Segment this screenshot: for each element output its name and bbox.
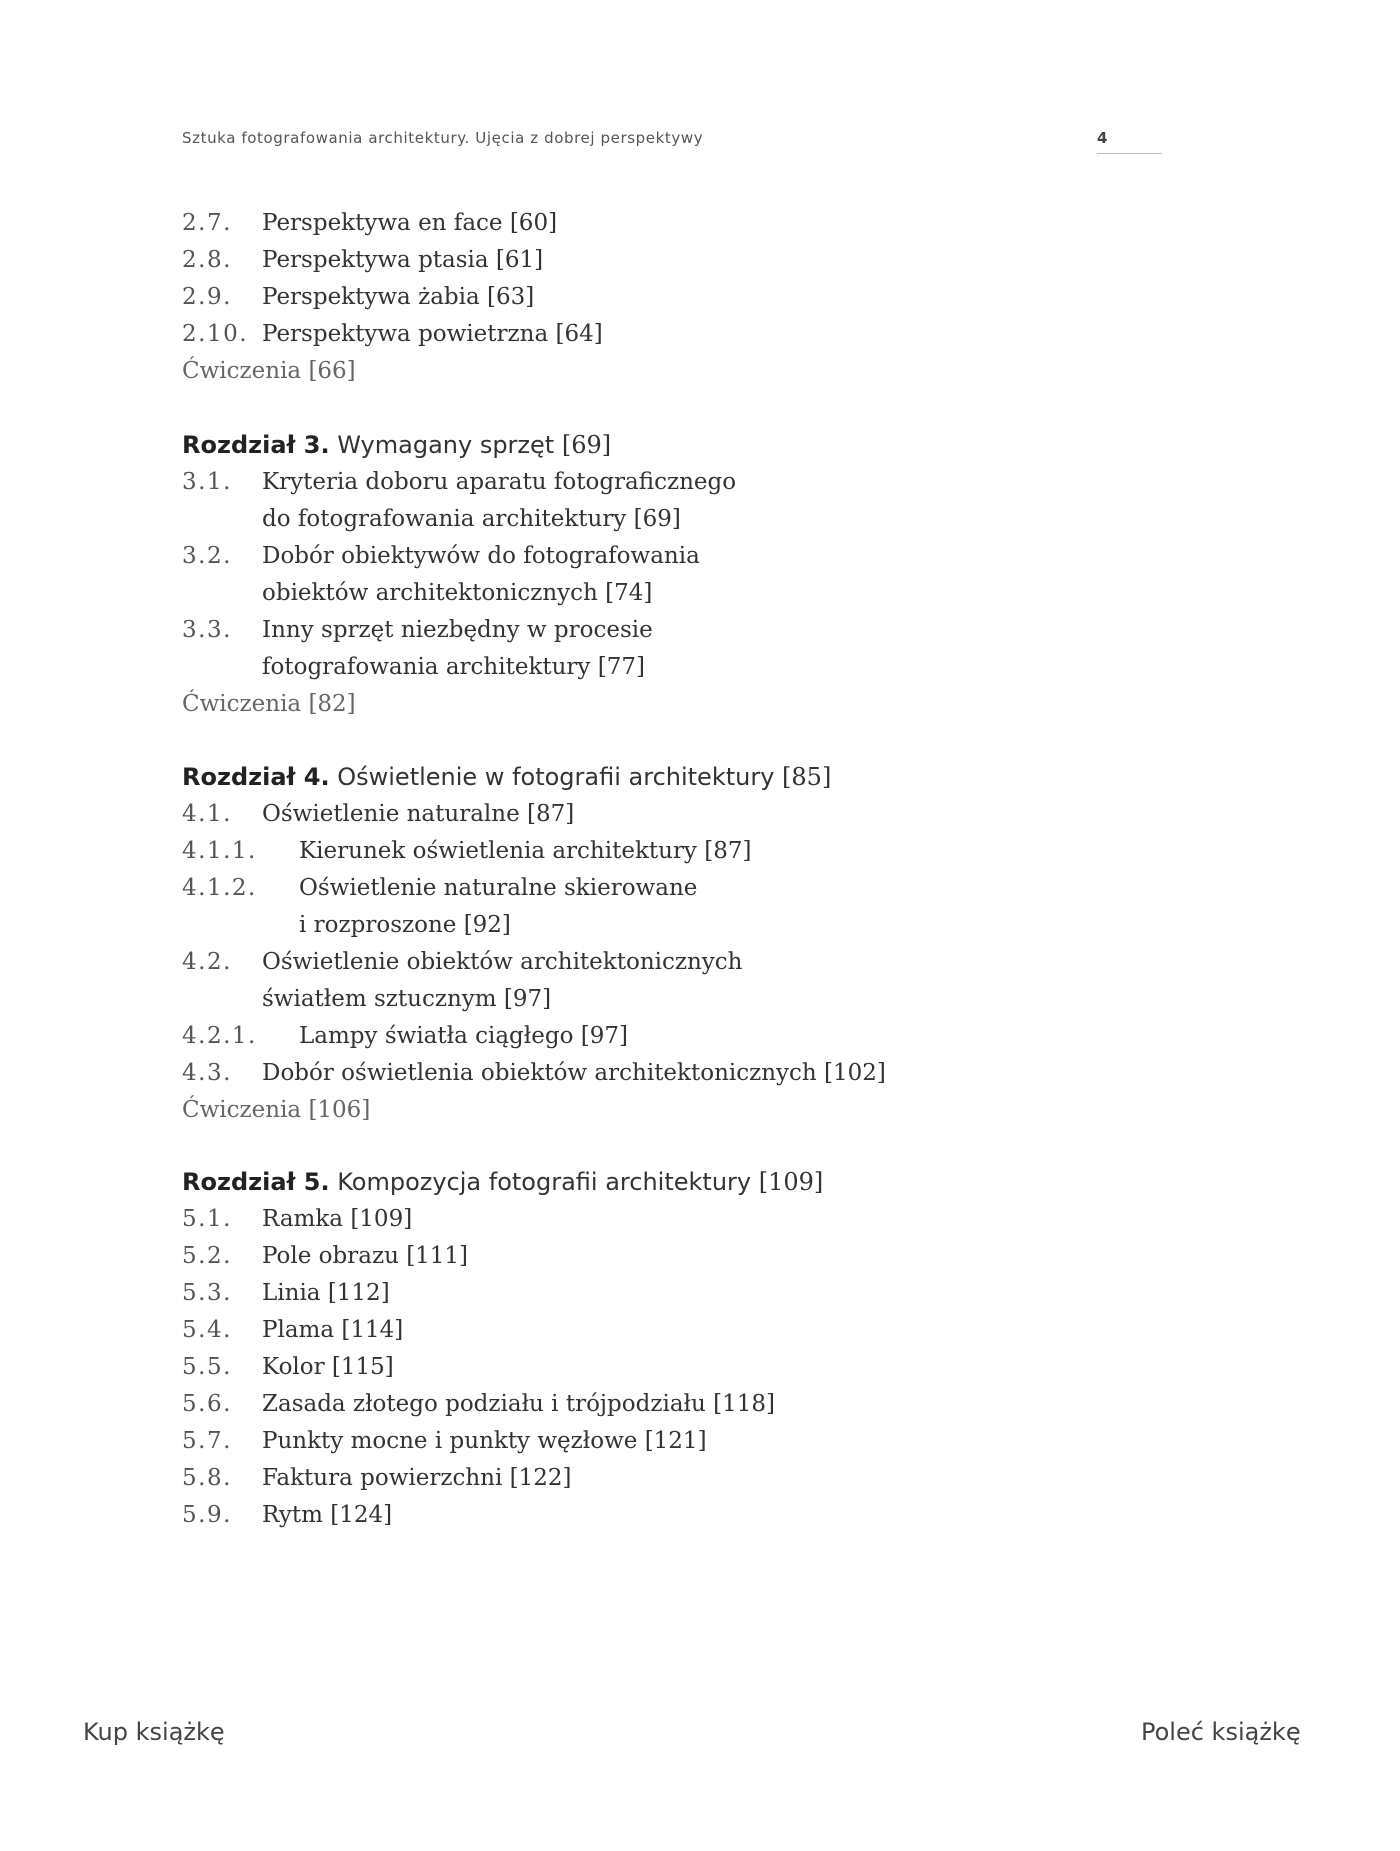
- toc-entry-text: Punkty mocne i punkty węzłowe [121]: [262, 1428, 707, 1454]
- toc-entry-number: 5.3.: [182, 1280, 232, 1306]
- toc-entry-number: 4.1.2.: [182, 875, 257, 901]
- toc-entry-number: 5.7.: [182, 1428, 232, 1454]
- toc-entry-number: 4.1.: [182, 801, 232, 827]
- toc-entry-number: 4.1.1.: [182, 838, 257, 864]
- toc-entry-text: światłem sztucznym [97]: [262, 986, 552, 1012]
- toc-entry-text: Inny sprzęt niezbędny w procesie: [262, 617, 653, 643]
- toc-entry-text: Kolor [115]: [262, 1354, 394, 1380]
- toc-entry-text: i rozproszone [92]: [299, 912, 511, 938]
- book-title: Sztuka fotografowania architektury. Ujęcia z dobrej perspektywy: [182, 129, 704, 147]
- toc-entry-number: 4.2.: [182, 949, 232, 975]
- toc-entry-number: 5.8.: [182, 1465, 232, 1491]
- chapter-heading: [182, 425, 611, 465]
- toc-entry-number: 3.3.: [182, 617, 232, 643]
- chapter-heading: [182, 757, 831, 797]
- toc-entry-number: 3.2.: [182, 543, 232, 569]
- toc-entry-number: 5.5.: [182, 1354, 232, 1380]
- toc-entry-number: 5.9.: [182, 1502, 232, 1528]
- toc-entry-number: 4.3.: [182, 1060, 232, 1086]
- chapter-page: [85]: [782, 763, 832, 791]
- toc-entry-text: obiektów architektonicznych [74]: [262, 580, 653, 606]
- chapter-title: Oświetlenie w fotografii architektury: [337, 763, 775, 791]
- toc-entry-text: Oświetlenie naturalne skierowane: [299, 875, 698, 901]
- chapter-label: Rozdział 3.: [182, 431, 330, 459]
- exercises-label: Ćwiczenia [82]: [182, 691, 356, 717]
- toc-entry-text: Oświetlenie naturalne [87]: [262, 801, 575, 827]
- chapter-label: Rozdział 5.: [182, 1168, 330, 1196]
- toc-entry-number: 5.2.: [182, 1243, 232, 1269]
- running-header: [182, 129, 1162, 161]
- toc-entry-text: Lampy światła ciągłego [97]: [299, 1023, 628, 1049]
- buy-book-link[interactable]: Kup książkę: [83, 1718, 225, 1746]
- toc-entry-text: Zasada złotego podziału i trójpodziału [118]: [262, 1391, 775, 1417]
- toc-entry-text: Rytm [124]: [262, 1502, 393, 1528]
- toc-entry-text: fotografowania architektury [77]: [262, 654, 645, 680]
- toc-entry-number: 5.1.: [182, 1206, 232, 1232]
- toc-entry-text: Perspektywa powietrzna [64]: [262, 321, 603, 347]
- toc-entry-text: Dobór oświetlenia obiektów architektonicznych [102]: [262, 1060, 886, 1086]
- toc-entry-number: 4.2.1.: [182, 1023, 257, 1049]
- exercises-label: Ćwiczenia [66]: [182, 358, 356, 384]
- toc-entry-text: Ramka [109]: [262, 1206, 413, 1232]
- toc-entry-number: 2.9.: [182, 284, 232, 310]
- toc-entry-number: 2.7.: [182, 210, 232, 236]
- chapter-label: Rozdział 4.: [182, 763, 330, 791]
- toc-entry-number: 5.4.: [182, 1317, 232, 1343]
- chapter-title: Wymagany sprzęt: [337, 431, 555, 459]
- toc-entry-number: 3.1.: [182, 469, 232, 495]
- toc-entry-text: Kierunek oświetlenia architektury [87]: [299, 838, 752, 864]
- toc-entry-text: Perspektywa żabia [63]: [262, 284, 535, 310]
- toc-entry-text: Linia [112]: [262, 1280, 390, 1306]
- exercises-label: Ćwiczenia [106]: [182, 1097, 371, 1123]
- page-number: 4: [1097, 129, 1162, 154]
- toc-entry-text: do fotografowania architektury [69]: [262, 506, 681, 532]
- toc-entry-text: Pole obrazu [111]: [262, 1243, 469, 1269]
- chapter-page: [69]: [561, 431, 612, 459]
- toc-entry-text: Kryteria doboru aparatu fotograficznego: [262, 469, 737, 495]
- recommend-book-link[interactable]: Poleć książkę: [1141, 1718, 1301, 1746]
- toc-entry-text: Faktura powierzchni [122]: [262, 1465, 572, 1491]
- toc-entry-number: 5.6.: [182, 1391, 232, 1417]
- chapter-title: Kompozycja fotografii architektury: [337, 1168, 752, 1196]
- toc-entry-number: 2.10.: [182, 321, 249, 347]
- toc-entry-text: Perspektywa ptasia [61]: [262, 247, 544, 273]
- chapter-page: [109]: [758, 1168, 824, 1196]
- toc-entry-text: Perspektywa en face [60]: [262, 210, 558, 236]
- toc-entry-number: 2.8.: [182, 247, 232, 273]
- toc-entry-text: Dobór obiektywów do fotografowania: [262, 543, 700, 569]
- toc-entry-text: Oświetlenie obiektów architektonicznych: [262, 949, 743, 975]
- chapter-heading: [182, 1162, 823, 1202]
- toc-entry-text: Plama [114]: [262, 1317, 404, 1343]
